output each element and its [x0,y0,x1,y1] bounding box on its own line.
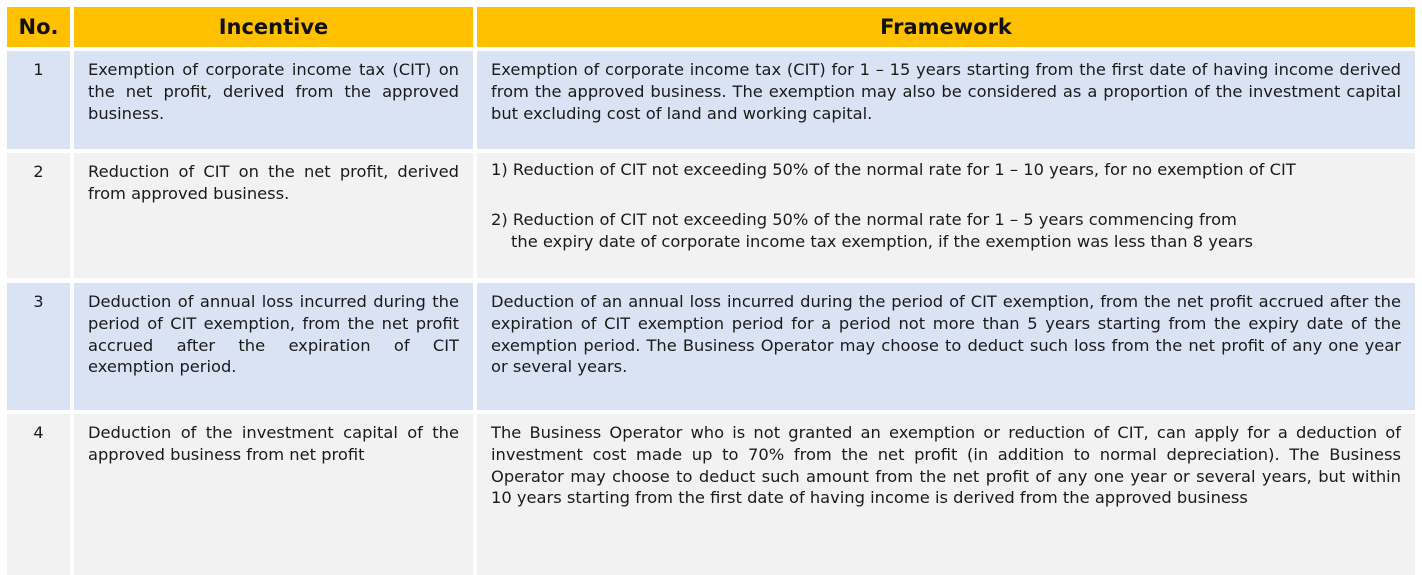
row-2-framework-item-2-line-1: 2) Reduction of CIT not exceeding 50% of the normal rate for 1 – 5 years commencing from [491,209,1237,229]
row-2-framework-item-2-line-2: the expiry date of corporate income tax exemption, if the exemption was less than 8 years [511,231,1254,251]
row-4-incentive: Deduction of the investment capital of the approved business from net profit [74,414,473,575]
row-1-framework: Exemption of corporate income tax (CIT) for 1 – 15 years starting from the first date of having income derived from the approved business. The exemption may also be considered as a proportion of the investment capital but excluding cost of land and working capital. [477,51,1415,149]
row-2-framework-item-1: 1) Reduction of CIT not exceeding 50% of the normal rate for 1 – 10 years, for no exemption of CIT [491,160,1296,179]
header-incentive: Incentive [74,7,473,47]
row-4-number: 4 [7,414,70,575]
row-3-framework: Deduction of an annual loss incurred during the period of CIT exemption, from the net profit accrued after the expiration of CIT exemption period for a period not more than 5 years starting from the expiry date of the exemption period. The Business Operator may choose to deduct such loss from the net profit of any one year or several years. [477,283,1415,410]
row-2-framework [477,153,1415,278]
row-1-incentive: Exemption of corporate income tax (CIT) on the net profit, derived from the approved business. [74,51,473,149]
row-3-incentive: Deduction of annual loss incurred during the period of CIT exemption, from the net profit accrued after the expiration of CIT exemption period. [74,283,473,410]
header-framework: Framework [477,7,1415,47]
row-1-number: 1 [7,51,70,149]
row-2-number: 2 [7,153,70,278]
row-4-framework: The Business Operator who is not granted an exemption or reduction of CIT, can apply for a deduction of investment cost made up to 70% from the net profit (in addition to normal depreciation). The Business Operator may choose to deduct such amount from the net profit of any one year or several years, but within 10 years starting from the first date of having income is derived from the approved business [477,414,1415,575]
row-3-number: 3 [7,283,70,410]
header-no: No. [7,7,70,47]
row-2-framework-item-2 [491,209,1401,253]
row-2-incentive: Reduction of CIT on the net profit, derived from approved business. [74,153,473,278]
